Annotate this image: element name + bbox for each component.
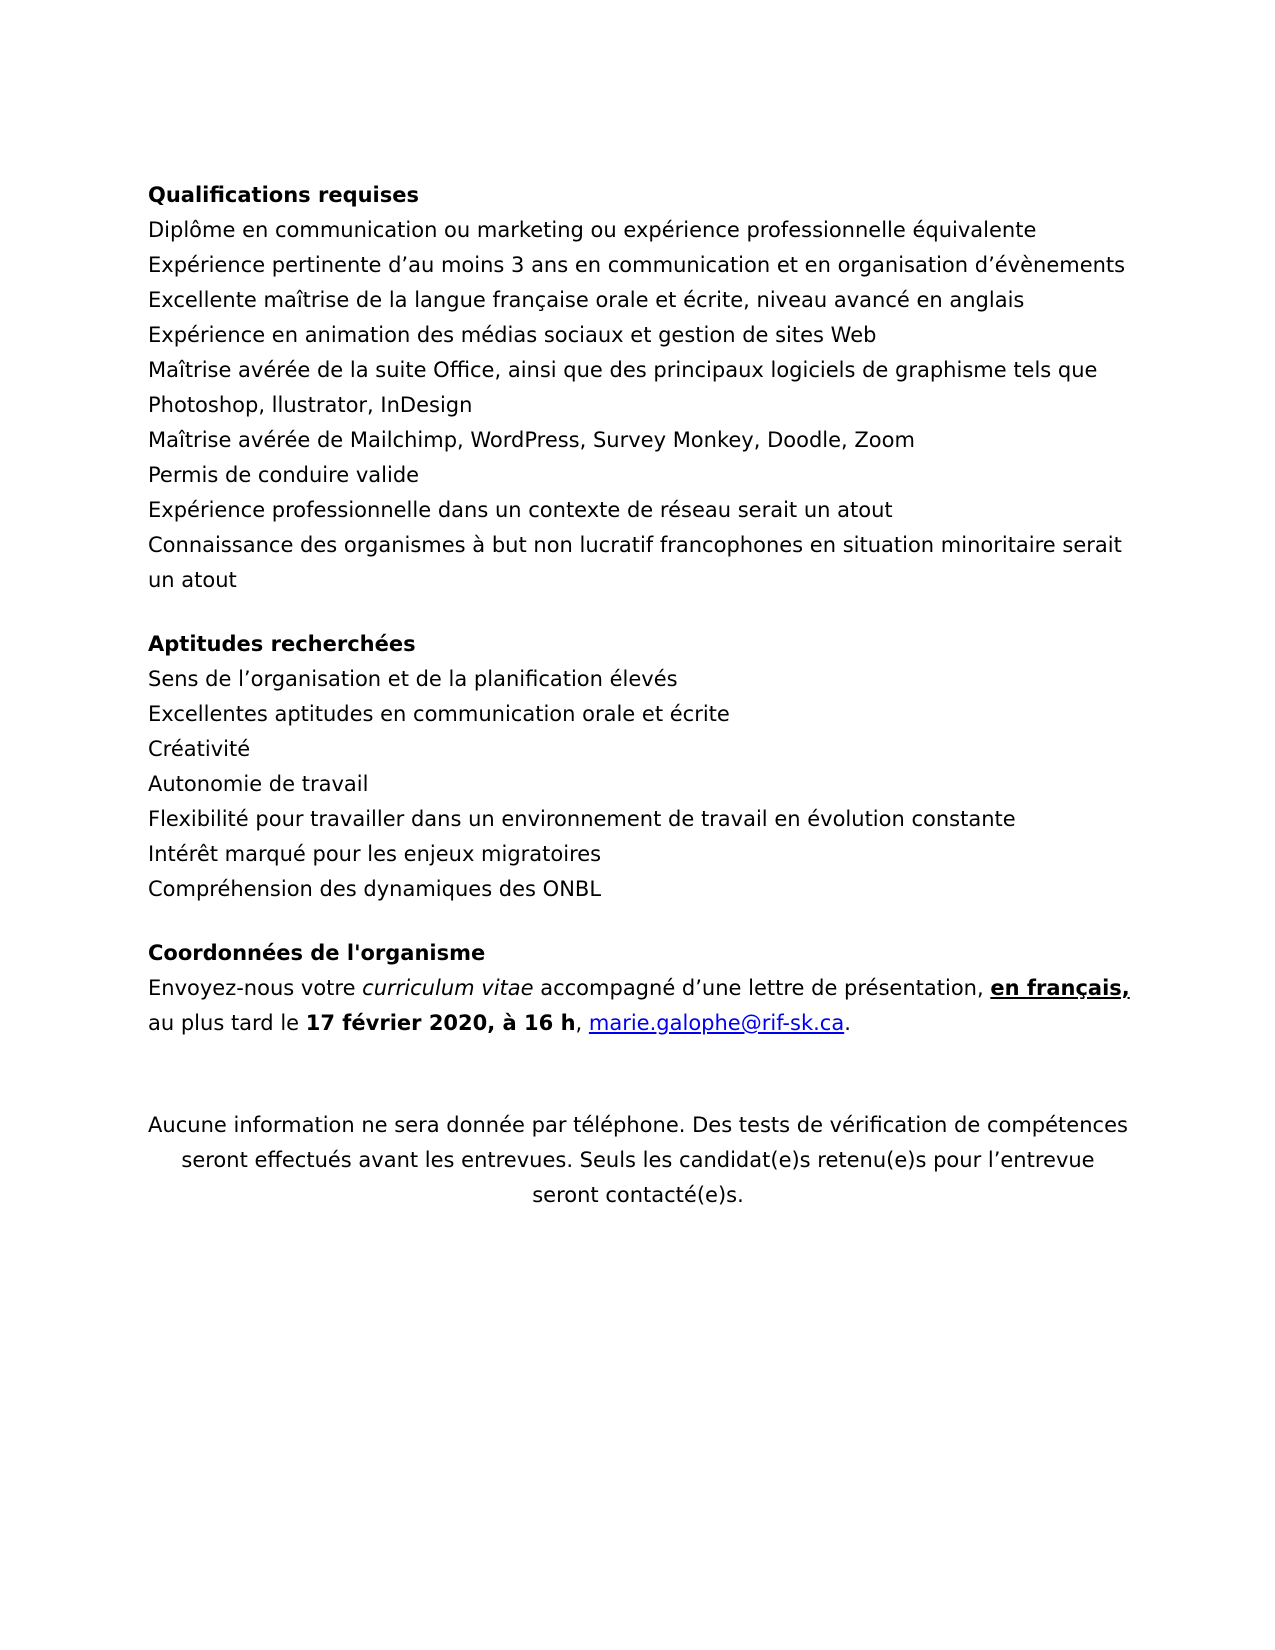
- list-item: Flexibilité pour travailler dans un environnement de travail en évolution constante: [148, 807, 1016, 831]
- language-requirement: en français,: [990, 976, 1130, 1000]
- section-spacer: [148, 598, 1138, 627]
- list-item: Intérêt marqué pour les enjeux migratoires: [148, 842, 602, 866]
- contact-text: au plus tard le: [148, 1011, 306, 1035]
- notice-paragraph: Aucune information ne sera donnée par téléphone. Des tests de vérification de compétences seront effectués avant les entrevues. Seuls les candidat(e)s retenu(e)s pour l’entrevue seront contacté(e)s.: [148, 1113, 1128, 1207]
- contact-title: Coordonnées de l'organisme: [148, 941, 486, 965]
- aptitudes-title: Aptitudes recherchées: [148, 632, 416, 656]
- list-item: Maîtrise avérée de Mailchimp, WordPress, Survey Monkey, Doodle, Zoom: [148, 428, 915, 452]
- list-item: Autonomie de travail: [148, 772, 369, 796]
- contact-text: accompagné d’une lettre de présentation,: [533, 976, 991, 1000]
- list-item: Excellentes aptitudes en communication orale et écrite: [148, 702, 730, 726]
- contact-text: .: [844, 1011, 851, 1035]
- list-item: Sens de l’organisation et de la planification élevés: [148, 667, 678, 691]
- list-item: Excellente maîtrise de la langue française orale et écrite, niveau avancé en anglais: [148, 288, 1025, 312]
- aptitudes-list: [148, 662, 1138, 907]
- qualifications-list: [148, 213, 1138, 598]
- deadline: 17 février 2020, à 16 h: [305, 1011, 576, 1035]
- list-item: Créativité: [148, 737, 251, 761]
- list-item: Expérience pertinente d’au moins 3 ans en communication et en organisation d’évènements: [148, 253, 1126, 277]
- email-link[interactable]: marie.galophe@rif-sk.ca: [588, 1011, 845, 1035]
- list-item: Compréhension des dynamiques des ONBL: [148, 877, 602, 901]
- list-item: Connaissance des organismes à but non lucratif francophones en situation minoritaire serait un atout: [148, 533, 1122, 592]
- list-item: Expérience en animation des médias sociaux et gestion de sites Web: [148, 323, 877, 347]
- cv-term: curriculum vitae: [362, 976, 534, 1000]
- job-posting-page: [148, 178, 1138, 1041]
- qualifications-title: Qualifications requises: [148, 183, 420, 207]
- section-spacer: [148, 907, 1138, 936]
- list-item: Diplôme en communication ou marketing ou expérience professionnelle équivalente: [148, 218, 1037, 242]
- contact-paragraph: [148, 971, 1138, 1041]
- contact-text: ,: [575, 1011, 589, 1035]
- contact-text: Envoyez-nous votre: [148, 976, 363, 1000]
- list-item: Maîtrise avérée de la suite Office, ainsi que des principaux logiciels de graphisme tels que Photoshop, llustrator, InDesign: [148, 358, 1098, 417]
- list-item: Permis de conduire valide: [148, 463, 420, 487]
- list-item: Expérience professionnelle dans un contexte de réseau serait un atout: [148, 498, 893, 522]
